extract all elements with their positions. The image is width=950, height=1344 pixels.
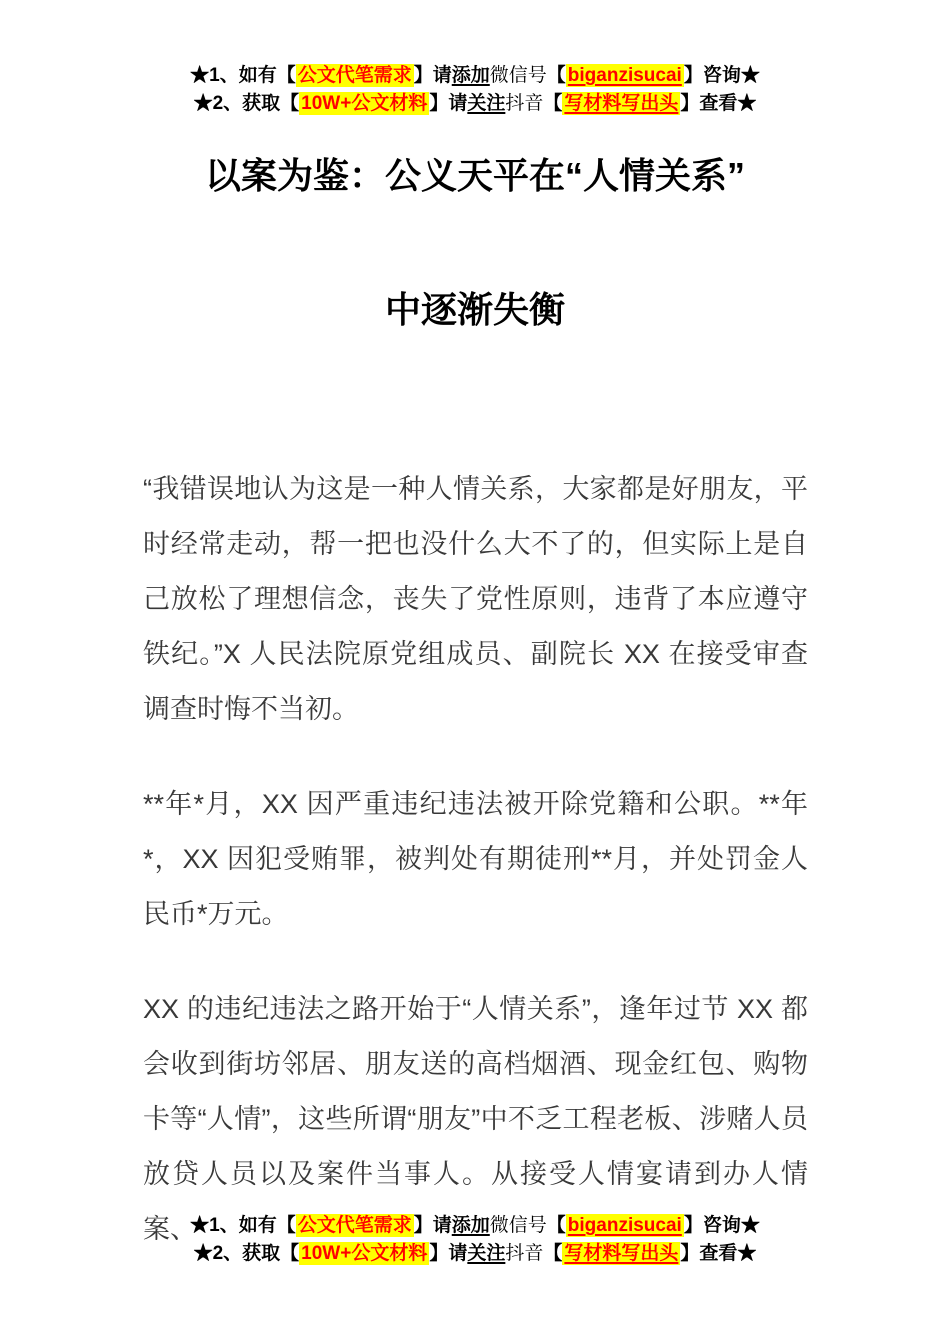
- promo-account-highlight: 写材料写出头: [564, 93, 679, 114]
- promo-prefix: ★1、如有【: [190, 1215, 296, 1236]
- footer-banner: [0, 1212, 950, 1268]
- promo-action: 添加: [451, 65, 490, 86]
- promo-mid: 】请: [429, 93, 468, 114]
- promo-suffix: 】查看★: [680, 93, 757, 114]
- document-title: [0, 109, 950, 377]
- promo-need-highlight: 公文代笔需求: [297, 1215, 412, 1236]
- promo-action: 关注: [467, 1243, 506, 1264]
- promo-prefix: ★2、获取【: [193, 1243, 300, 1264]
- promo-action: 关注: [467, 93, 506, 114]
- promo-need-highlight: 10W+公文材料: [301, 93, 428, 114]
- paragraph-3: XX 的违纪违法之路开始于“人情关系”，逢年过节 XX 都会收到街坊邻居、朋友送的高档烟酒、现金红包、购物卡等“人情”，这些所谓“朋友”中不乏工程老板、涉赌人员放贷人员以及案件当事人。从接受人情宴请到办人情案、: [143, 994, 808, 1244]
- header-promo-line-1: [0, 62, 950, 90]
- paragraph-2: **年*月，XX 因严重违纪违法被开除党籍和公职。**年*，XX 因犯受贿罪，被判处有期徒刑**月，并处罚金人民币*万元。: [143, 789, 808, 929]
- title-line-1: 以案为鉴：公义天平在“人情关系”: [204, 155, 745, 196]
- promo-mid: 】请: [413, 1215, 452, 1236]
- promo-suffix: 】查看★: [680, 1243, 757, 1264]
- footer-promo-line-1: [0, 1212, 950, 1240]
- paragraph-1: “我错误地认为这是一种人情关系，大家都是好朋友，平时经常走动，帮一把也没什么大不了的，但实际上是自己放松了理想信念，丧失了党性原则，违背了本应遵守铁纪。”X 人民法院原党组成员、副院长 XX 在接受审查调查时悔不当初。: [143, 474, 808, 724]
- promo-mid: 】请: [413, 65, 452, 86]
- promo-suffix: 】咨询★: [683, 65, 760, 86]
- promo-bracket: 【: [546, 1215, 566, 1236]
- promo-action: 添加: [451, 1215, 490, 1236]
- promo-need-highlight: 10W+公文材料: [301, 1243, 428, 1264]
- promo-account-highlight: biganzisucai: [567, 1215, 682, 1236]
- promo-platform: 抖音: [505, 93, 544, 114]
- promo-suffix: 】咨询★: [683, 1215, 760, 1236]
- promo-platform: 抖音: [505, 1243, 544, 1264]
- promo-prefix: ★1、如有【: [190, 65, 296, 86]
- promo-mid: 】请: [429, 1243, 468, 1264]
- title-line-2: 中逐渐失衡: [384, 289, 565, 330]
- promo-platform: 微信号: [489, 1215, 547, 1236]
- promo-bracket: 【: [546, 65, 566, 86]
- promo-account-highlight: biganzisucai: [567, 65, 682, 86]
- promo-prefix: ★2、获取【: [193, 93, 300, 114]
- promo-need-highlight: 公文代笔需求: [297, 65, 412, 86]
- promo-bracket: 【: [543, 1243, 563, 1264]
- footer-promo-line-2: [0, 1240, 950, 1268]
- promo-bracket: 【: [543, 93, 563, 114]
- promo-platform: 微信号: [489, 65, 547, 86]
- document-body: [143, 462, 808, 1297]
- promo-account-highlight: 写材料写出头: [564, 1243, 679, 1264]
